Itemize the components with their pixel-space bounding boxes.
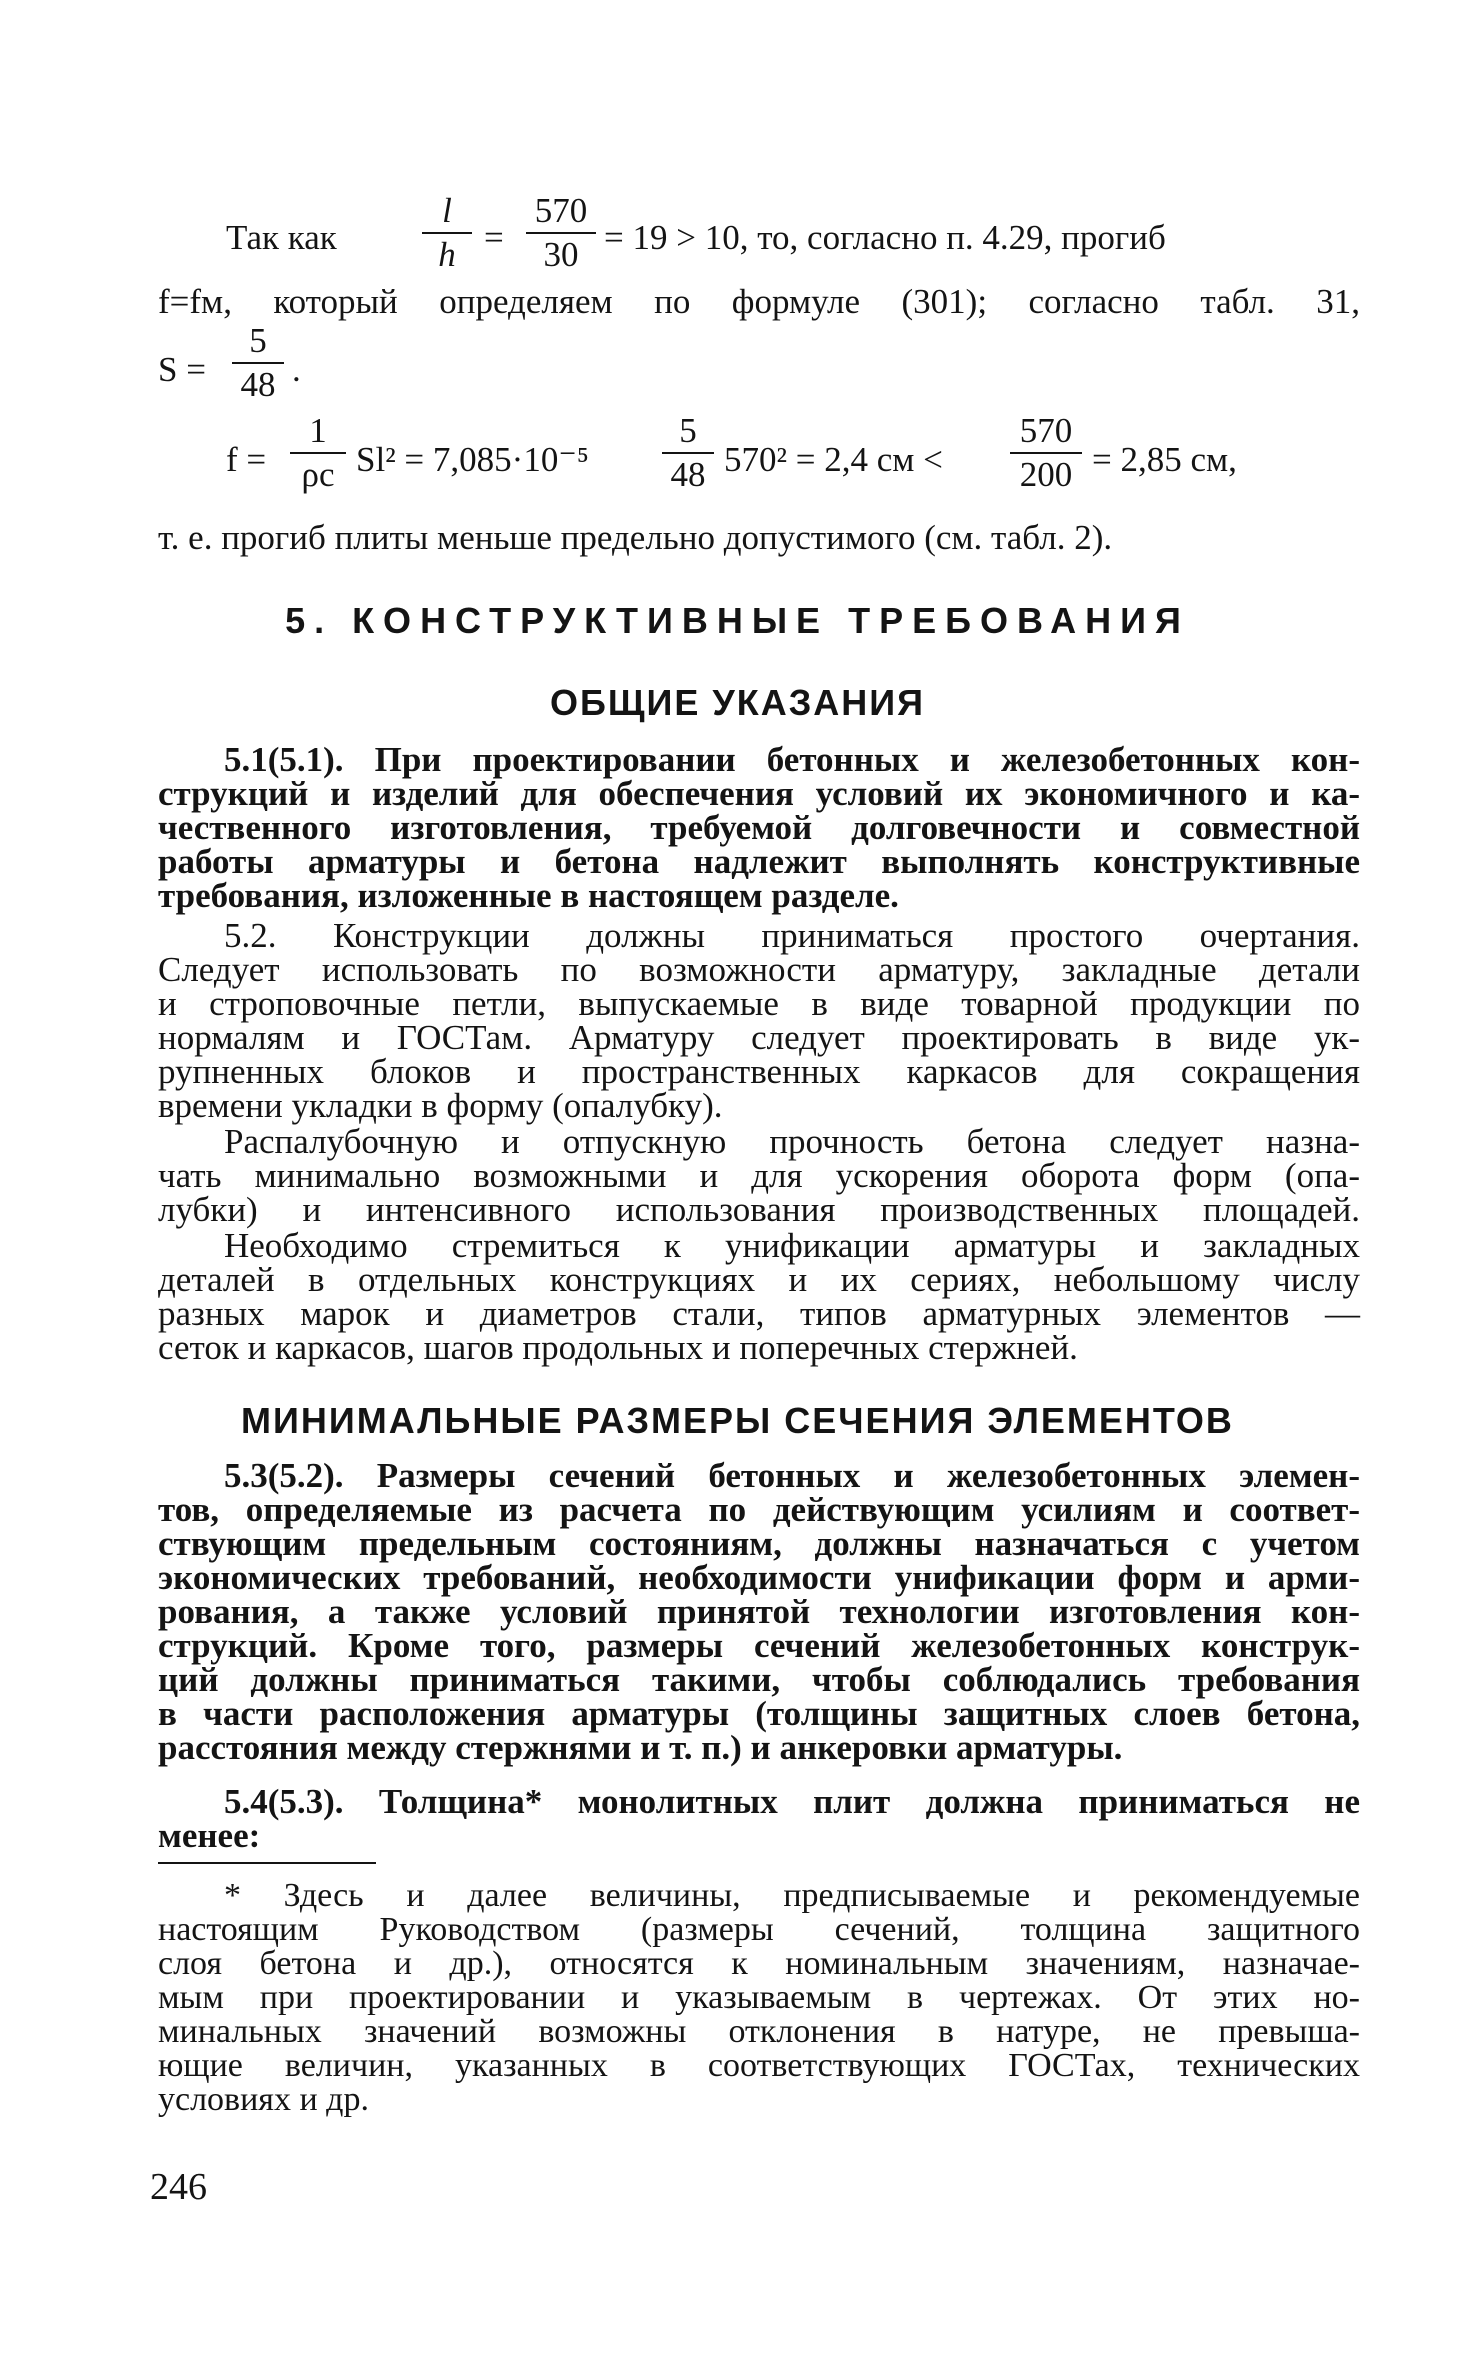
formula-tail-text: = 19 > 10, то, согласно п. 4.29, прогиб (604, 218, 1166, 257)
text-line: 5.1(5.1). При проектировании бетонных и железобетонных кон- (224, 740, 1360, 779)
fraction-570-200 (1010, 412, 1082, 494)
text-line: т. е. прогиб плиты меньше предельно допустимого (см. табл. 2). (158, 518, 1113, 557)
fraction-bar (1010, 452, 1082, 454)
fraction-1-rho (290, 412, 346, 494)
text-line: чать минимально возможными и для ускорения оборота форм (опа- (158, 1156, 1360, 1195)
page-number: 246 (150, 2166, 207, 2208)
fraction-denominator: 48 (670, 455, 706, 494)
text-line: разных марок и диаметров стали, типов арматурных элементов — (158, 1294, 1360, 1333)
text-line: рования, а также условий принятой технологии изготовления кон- (158, 1592, 1360, 1631)
footnote-line: ющие величин, указанных в соответствующих ГОСТах, технических (158, 2047, 1360, 2084)
fraction-numerator: 570 (534, 191, 588, 230)
fraction-bar (290, 452, 346, 454)
text-line: 5.4(5.3). Толщина* монолитных плит должна приниматься не (224, 1782, 1360, 1821)
fraction-denominator: ρc (301, 455, 335, 494)
text-line: Следует использовать по возможности арматуру, закладные детали (158, 950, 1360, 989)
fraction-denominator: 200 (1019, 455, 1073, 494)
fraction-bar (422, 232, 472, 234)
fraction-numerator: 5 (679, 411, 697, 450)
fraction-numerator: l (442, 191, 452, 230)
formula-lead-text: Так как (226, 218, 337, 257)
text-line: экономических требований, необходимости унификации форм и арми- (158, 1558, 1360, 1597)
text-line: работы арматуры и бетона надлежит выполнять конструктивные (158, 842, 1360, 881)
fraction-bar (662, 452, 714, 454)
footnote-separator (158, 1862, 376, 1864)
text-line: ций должны приниматься такими, чтобы соблюдались требования (158, 1660, 1360, 1699)
text-line: Необходимо стремиться к унификации арматуры и закладных (224, 1226, 1360, 1265)
fraction-denominator: 30 (543, 235, 579, 274)
fraction-5-48 (662, 412, 714, 494)
text-line: менее: (158, 1816, 261, 1855)
footnote-line: минальных значений возможны отклонения в натуре, не превыша- (158, 2013, 1360, 2050)
text-line: расстояния между стержнями и т. п.) и анкеровки арматуры. (158, 1728, 1123, 1767)
footnote-line: * Здесь и далее величины, предписываемые и рекомендуемые (224, 1877, 1360, 1914)
text-line: струкций и изделий для обеспечения условий их экономичного и ка- (158, 774, 1360, 813)
fraction-numerator: 5 (249, 321, 267, 360)
f-mid-text: Sl² = 7,085·10⁻⁵ (356, 440, 590, 479)
text-line: ствующим предельным состояниям, должны назначаться с учетом (158, 1524, 1360, 1563)
s-lhs: S = (158, 350, 206, 389)
fraction-numerator: 570 (1019, 411, 1073, 450)
footnote-line: мым при проектировании и указываемым в чертежах. От этих но- (158, 1979, 1360, 2016)
text-line: чественного изготовления, требуемой долговечности и совместной (158, 808, 1360, 847)
text-line: в части расположения арматуры (толщины защитных слоев бетона, (158, 1694, 1360, 1733)
fraction-5-48 (232, 322, 284, 404)
fraction-denominator: 48 (240, 365, 276, 404)
text-line: сеток и каркасов, шагов продольных и поперечных стержней. (158, 1328, 1078, 1367)
text-line: тов, определяемые из расчета по действующим усилиям и соответ- (158, 1490, 1360, 1529)
fraction-bar (526, 232, 596, 234)
fraction-bar (232, 362, 284, 364)
footnote-line: слоя бетона и др.), относятся к номинальным значениям, назначае- (158, 1945, 1360, 1982)
subheading-min-sizes: МИНИМАЛЬНЫЕ РАЗМЕРЫ СЕЧЕНИЯ ЭЛЕМЕНТОВ (241, 1400, 1234, 1441)
text-line: 5.2. Конструкции должны приниматься простого очертания. (224, 916, 1360, 955)
fraction-l-h (422, 192, 472, 274)
text-line: нормалям и ГОСТам. Арматуру следует проектировать в виде ук- (158, 1018, 1360, 1057)
text-line: и строповочные петли, выпускаемые в виде товарной продукции по (158, 984, 1360, 1023)
fraction-numerator: 1 (309, 411, 327, 450)
text-line: рупненных блоков и пространственных каркасов для сокращения (158, 1052, 1360, 1091)
text-line: лубки) и интенсивного использования производственных площадей. (158, 1190, 1360, 1229)
fraction-570-30 (526, 192, 596, 274)
s-dot: . (292, 350, 301, 389)
text-line: 5.3(5.2). Размеры сечений бетонных и железобетонных элемен- (224, 1456, 1360, 1495)
equals-sign: = (484, 218, 504, 257)
text-line: времени укладки в форму (опалубку). (158, 1086, 723, 1125)
footnote-line: настоящим Руководством (размеры сечений, толщина защитного (158, 1911, 1360, 1948)
f-tail-text: = 2,85 см, (1092, 440, 1237, 479)
section-title: 5. КОНСТРУКТИВНЫЕ ТРЕБОВАНИЯ (285, 600, 1190, 641)
text-line: требования, изложенные в настоящем разделе. (158, 876, 899, 915)
f-mid2-text: 570² = 2,4 см < (724, 440, 943, 479)
footnote-line: условиях и др. (158, 2081, 369, 2118)
text-line: Распалубочную и отпускную прочность бетона следует назна- (224, 1122, 1360, 1161)
text-line: струкций. Кроме того, размеры сечений железобетонных конструк- (158, 1626, 1360, 1665)
subheading-general: ОБЩИЕ УКАЗАНИЯ (549, 682, 926, 723)
fraction-denominator: h (438, 235, 456, 274)
f-lhs: f = (226, 440, 267, 479)
text-line: деталей в отдельных конструкциях и их сериях, небольшому числу (158, 1260, 1360, 1299)
text-line: f=fм, который определяем по формуле (301); согласно табл. 31, (158, 282, 1360, 321)
